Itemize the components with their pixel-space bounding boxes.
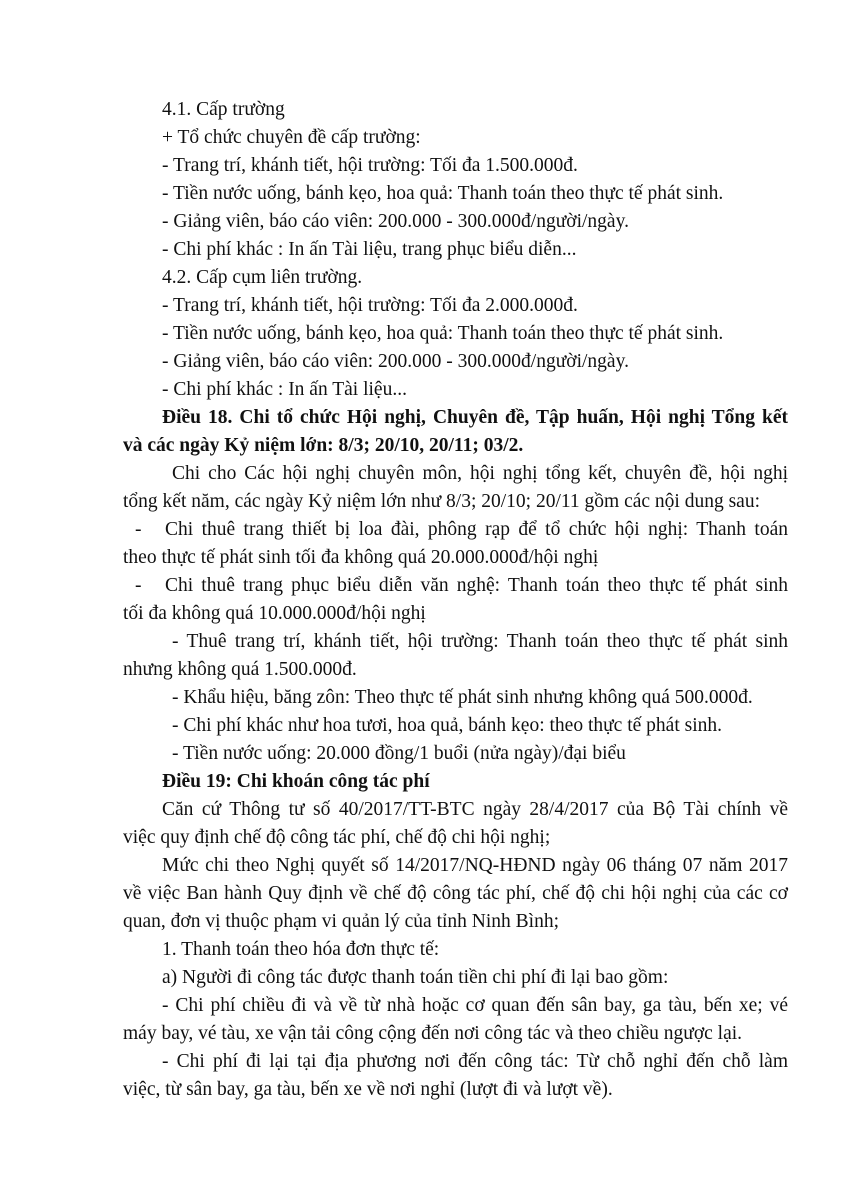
paragraph-line: tổng kết năm, các ngày Kỷ niệm lớn như 8/3; 20/10; 20/11 gồm các nội dung sau: bbox=[123, 491, 761, 512]
list-item: - Chi phí khác như hoa tươi, hoa quả, bánh kẹo: theo thực tế phát sinh. bbox=[172, 715, 722, 736]
list-item: - Trang trí, khánh tiết, hội trường: Tối đa 2.000.000đ. bbox=[162, 295, 578, 316]
list-item-cont: theo thực tế phát sinh tối đa không quá 20.000.000đ/hội nghị bbox=[123, 547, 599, 568]
list-item: - Tiền nước uống, bánh kẹo, hoa quả: Thanh toán theo thực tế phát sinh. bbox=[162, 183, 724, 204]
paragraph-line: Chi cho Các hội nghị chuyên môn, hội nghị tổng kết, chuyên đề, hội nghị bbox=[172, 463, 788, 484]
list-item: - Giảng viên, báo cáo viên: 200.000 - 300.000đ/người/ngày. bbox=[162, 351, 629, 372]
list-item-cont: tối đa không quá 10.000.000đ/hội nghị bbox=[123, 603, 426, 624]
list-item: - Chi phí khác : In ấn Tài liệu, trang phục biểu diễn... bbox=[162, 239, 577, 260]
bullet-dash: - bbox=[135, 575, 142, 596]
paragraph-line: việc quy định chế độ công tác phí, chế độ chi hội nghị; bbox=[123, 827, 551, 848]
paragraph-line: về việc Ban hành Quy định về chế độ công tác phí, chế độ chi hội nghị của các cơ bbox=[123, 883, 788, 904]
section-4-1-heading: 4.1. Cấp trường bbox=[162, 99, 285, 120]
bullet-dash: - bbox=[135, 519, 142, 540]
list-item: - Chi phí khác : In ấn Tài liệu... bbox=[162, 379, 407, 400]
paragraph-line: Căn cứ Thông tư số 40/2017/TT-BTC ngày 28/4/2017 của Bộ Tài chính về bbox=[162, 799, 788, 820]
sub-heading-1: 1. Thanh toán theo hóa đơn thực tế: bbox=[162, 939, 440, 960]
list-item: - Khẩu hiệu, băng zôn: Theo thực tế phát sinh nhưng không quá 500.000đ. bbox=[172, 687, 753, 708]
list-item: - Tiền nước uống, bánh kẹo, hoa quả: Thanh toán theo thực tế phát sinh. bbox=[162, 323, 724, 344]
sub-heading-a: a) Người đi công tác được thanh toán tiền chi phí đi lại bao gồm: bbox=[162, 967, 669, 988]
list-item: - Chi thuê trang phục biểu diễn văn nghệ: Thanh toán theo thực tế phát sinh bbox=[135, 572, 788, 600]
list-item-cont: máy bay, vé tàu, xe vận tải công cộng đến nơi công tác và theo chiều ngược lại. bbox=[123, 1023, 743, 1044]
paragraph-line: Mức chi theo Nghị quyết số 14/2017/NQ-HĐND ngày 06 tháng 07 năm 2017 bbox=[162, 855, 788, 876]
paragraph-line: quan, đơn vị thuộc phạm vi quản lý của tỉnh Ninh Bình; bbox=[123, 911, 560, 932]
list-item: - Chi phí chiều đi và về từ nhà hoặc cơ quan đến sân bay, ga tàu, bến xe; vé bbox=[162, 995, 788, 1016]
section-4-2-heading: 4.2. Cấp cụm liên trường. bbox=[162, 267, 363, 288]
article-19-heading: Điều 19: Chi khoán công tác phí bbox=[162, 771, 430, 792]
list-item: - Trang trí, khánh tiết, hội trường: Tối đa 1.500.000đ. bbox=[162, 155, 578, 176]
list-item-cont: nhưng không quá 1.500.000đ. bbox=[123, 659, 357, 680]
list-item: - Thuê trang trí, khánh tiết, hội trường: Thanh toán theo thực tế phát sinh bbox=[172, 631, 788, 652]
article-18-heading-cont: và các ngày Kỷ niệm lớn: 8/3; 20/10, 20/11; 03/2. bbox=[123, 435, 524, 456]
list-item: - Giảng viên, báo cáo viên: 200.000 - 300.000đ/người/ngày. bbox=[162, 211, 629, 232]
list-item-cont: việc, từ sân bay, ga tàu, bến xe về nơi nghỉ (lượt đi và lượt về). bbox=[123, 1079, 613, 1100]
list-item: - Tiền nước uống: 20.000 đồng/1 buổi (nửa ngày)/đại biểu bbox=[172, 743, 626, 764]
list-item: - Chi phí đi lại tại địa phương nơi đến công tác: Từ chỗ nghỉ đến chỗ làm bbox=[162, 1051, 788, 1072]
list-item: - Chi thuê trang thiết bị loa đài, phông rạp để tổ chức hội nghị: Thanh toán bbox=[135, 516, 788, 544]
list-item: + Tổ chức chuyên đề cấp trường: bbox=[162, 127, 421, 148]
article-18-heading: Điều 18. Chi tổ chức Hội nghị, Chuyên đề, Tập huấn, Hội nghị Tổng kết bbox=[162, 407, 788, 428]
